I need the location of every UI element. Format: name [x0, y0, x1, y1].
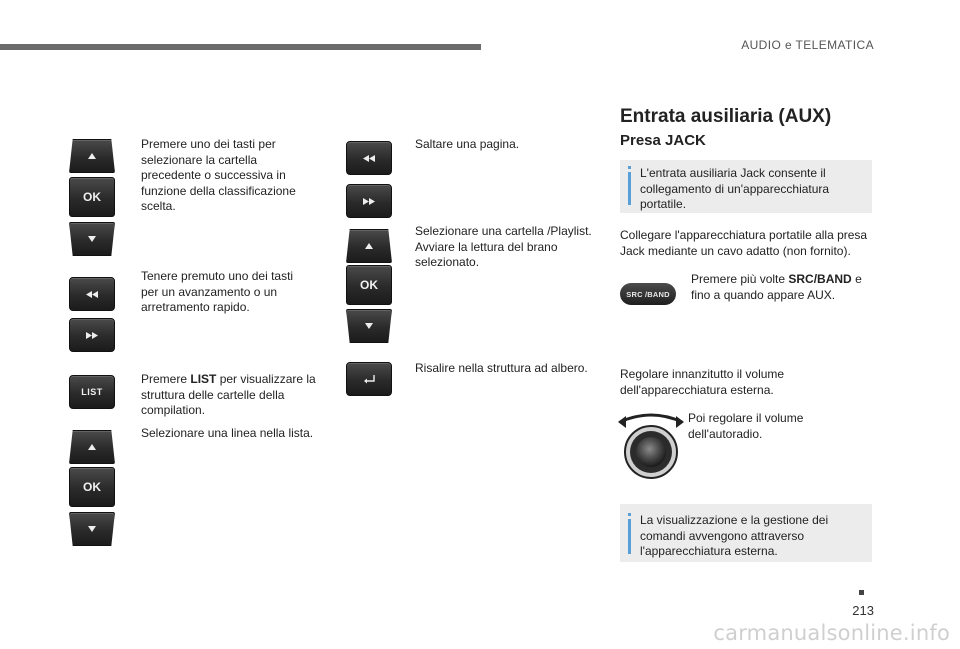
- info-icon-dot-2: [628, 513, 631, 516]
- ok-key-2: OK: [69, 467, 115, 507]
- info-note-1-text: L'entrata ausiliaria Jack consente il collegamento di un'apparecchiatura portatile.: [640, 166, 830, 211]
- left-text-3-pre: Premere: [141, 372, 191, 386]
- rewind-icon: [86, 291, 98, 298]
- header-bar: [0, 44, 481, 50]
- middle-text-3: Risalire nella struttura ad albero.: [415, 361, 588, 375]
- ok-key-3: OK: [346, 265, 392, 305]
- list-key: LIST: [69, 375, 115, 409]
- rewind-key: [69, 277, 115, 311]
- down-key-2: [69, 512, 115, 546]
- volume-knob-icon: [618, 410, 684, 480]
- back-key: [346, 362, 392, 396]
- info-note-1: [620, 160, 872, 213]
- src-band-key: SRC /BAND: [620, 283, 676, 305]
- rewind-icon: [363, 155, 375, 162]
- left-text-3-post: per visualizzare la struttura delle cartelle della compilation.: [141, 372, 316, 417]
- right-text-1: Collegare l'apparecchiatura portatile alla presa Jack mediante un cavo adatto (non fornito).: [620, 228, 868, 258]
- down-key-3: [346, 309, 392, 343]
- left-text-3-bold: LIST: [190, 372, 217, 386]
- right-text-2-pre: Premere più volte: [691, 272, 789, 286]
- left-text-2: Tenere premuto uno dei tasti per un avanzamento o un arretramento rapido.: [141, 269, 294, 314]
- info-icon: [628, 172, 631, 205]
- fast-forward-key: [69, 318, 115, 352]
- fast-forward-icon: [86, 332, 98, 339]
- middle-text-1: Saltare una pagina.: [415, 137, 520, 151]
- page-forward-key: [346, 184, 392, 218]
- right-text-2-bold: SRC/BAND: [788, 272, 852, 286]
- right-text-4: Poi regolare il volume dell'autoradio.: [688, 411, 804, 441]
- ok-key: OK: [69, 177, 115, 217]
- triangle-up-icon: [88, 153, 96, 159]
- up-key: [69, 139, 115, 173]
- right-text-2-post: e fino a quando appare AUX.: [691, 272, 862, 302]
- info-icon-dot: [628, 166, 631, 169]
- triangle-down-icon: [88, 236, 96, 242]
- info-icon-2: [628, 519, 631, 554]
- watermark: carmanualsonline.info: [713, 621, 950, 645]
- middle-text-2: Selezionare una cartella /Playlist. Avviare la lettura del brano selezionato.: [415, 224, 592, 269]
- down-key: [69, 222, 115, 256]
- triangle-up-icon: [88, 444, 96, 450]
- fast-forward-icon: [363, 198, 375, 205]
- left-text-1: Premere uno dei tasti per selezionare la cartella precedente o successiva in funzione della classificazione scelta.: [141, 137, 296, 213]
- return-arrow-icon: [364, 375, 375, 384]
- info-note-2: [620, 504, 872, 562]
- up-key-2: [69, 430, 115, 464]
- triangle-down-icon: [88, 526, 96, 532]
- right-text-2: [691, 272, 871, 303]
- right-text-3: Regolare innanzitutto il volume dell'apparecchiatura esterna.: [620, 367, 785, 397]
- left-text-3: [141, 372, 317, 419]
- section-title: AUDIO e TELEMATICA: [741, 38, 874, 52]
- page-number: 213: [852, 603, 874, 618]
- aux-title: Entrata ausiliaria (AUX): [620, 106, 832, 127]
- info-note-2-text: La visualizzazione e la gestione dei comandi avvengono attraverso l'apparecchiatura esterna.: [640, 513, 829, 558]
- left-text-4: Selezionare una linea nella lista.: [141, 426, 314, 440]
- page-back-key: [346, 141, 392, 175]
- page-marker: [859, 590, 864, 595]
- triangle-up-icon: [365, 243, 373, 249]
- up-key-3: [346, 229, 392, 263]
- triangle-down-icon: [365, 323, 373, 329]
- jack-subtitle: Presa JACK: [620, 132, 706, 149]
